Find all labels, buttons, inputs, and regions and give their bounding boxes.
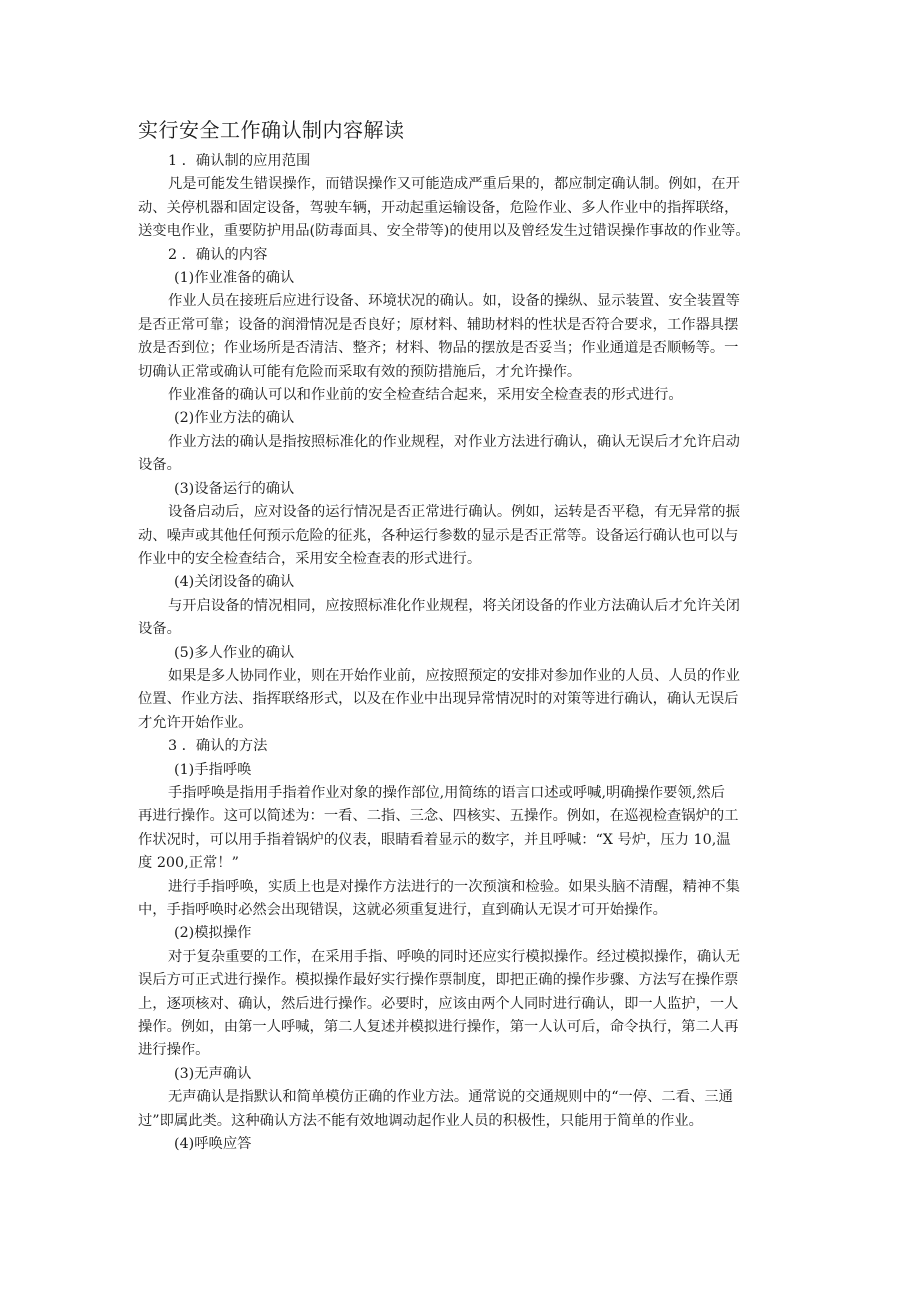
text-line: 上，逐项核对、确认，然后进行操作。必要时，应该由两个人同时进行确认，即一人监护，一人: [138, 995, 739, 1012]
text-line: 如果是多人协同作业，则在开始作业前，应按照预定的安排对参加作业的人员、人员的作业: [168, 667, 740, 684]
text-line: (2)作业方法的确认: [174, 410, 295, 427]
text-line: 位置、作业方法、指挥联络形式，以及在作业中出现异常情况时的对策等进行确认，确认无误后: [138, 691, 739, 708]
document-page: [138, 112, 786, 1156]
text-line: 作状况时，可以用手指着锅炉的仪表，眼睛看着显示的数字，并且呼喊：“X 号炉，压力 10,温: [138, 831, 731, 848]
text-line: 操作。例如，由第一人呼喊，第二人复述并模拟进行操作，第一人认可后，命令执行，第二人再: [138, 1019, 739, 1036]
text-line: 是否正常可靠；设备的润滑情况是否良好；原材料、辅助材料的性状是否符合要求，工作器具摆: [138, 316, 739, 333]
text-line: 作业准备的确认可以和作业前的安全检查结合起来，采用安全检查表的形式进行。: [168, 387, 683, 404]
text-line: (3)无声确认: [174, 1065, 252, 1082]
text-line: (3)设备运行的确认: [174, 480, 295, 497]
text-line: (4)呼唤应答: [174, 1136, 252, 1153]
text-line: 3 ．确认的方法: [168, 738, 268, 755]
text-line: (1)手指呼唤: [174, 761, 252, 778]
text-line: 才允许开始作业。: [138, 714, 253, 731]
text-line: 进行手指呼唤，实质上也是对操作方法进行的一次预演和检验。如果头脑不清醒，精神不集: [168, 878, 740, 895]
text-line: 设备。: [138, 621, 181, 638]
text-line: 对于复杂重要的工作，在采用手指、呼唤的同时还应实行模拟操作。经过模拟操作，确认无: [168, 948, 740, 965]
text-line: (5)多人作业的确认: [174, 644, 295, 661]
text-line: 作业方法的确认是指按照标准化的作业规程，对作业方法进行确认，确认无误后才允许启动: [168, 433, 740, 450]
text-line: 2 ．确认的内容: [168, 246, 268, 263]
text-line: 手指呼唤是指用手指着作业对象的操作部位,用简练的语言口述或呼喊,明确操作要领,然后: [168, 784, 725, 801]
document-title: 实行安全工作确认制内容解读: [138, 118, 405, 142]
text-line: 无声确认是指默认和简单模仿正确的作业方法。通常说的交通规则中的“一停、二看、三通: [168, 1089, 733, 1106]
text-line: 送变电作业，重要防护用品(防毒面具、安全带等)的使用以及曾经发生过错误操作事故的作业等。: [138, 223, 750, 240]
text-line: 过”即属此类。这种确认方法不能有效地调动起作业人员的积极性，只能用于简单的作业。: [138, 1112, 703, 1129]
text-line: 设备启动后，应对设备的运行情况是否正常进行确认。例如，运转是否平稳，有无异常的振: [168, 504, 740, 521]
text-line: 度 200,正常！”: [138, 855, 239, 872]
text-line: (2)模拟操作: [174, 925, 252, 942]
text-line: 切确认正常或确认可能有危险而采取有效的预防措施后，才允许操作。: [138, 363, 582, 380]
text-line: 作业人员在接班后应进行设备、环境状况的确认。如，设备的操纵、显示装置、安全装置等: [168, 293, 740, 310]
document-body: [138, 150, 786, 1156]
text-line: (4)关闭设备的确认: [174, 574, 295, 591]
text-line: 动、关停机器和固定设备，驾驶车辆，开动起重运输设备，危险作业、多人作业中的指挥联络，: [138, 199, 739, 216]
text-line: 中，手指呼唤时必然会出现错误，这就必须重复进行，直到确认无误才可开始操作。: [138, 902, 667, 918]
text-line: 进行操作。: [138, 1042, 210, 1059]
text-line: 与开启设备的情况相同，应按照标准化作业规程，将关闭设备的作业方法确认后才允许关闭: [168, 597, 740, 614]
text-line: 1 ．确认制的应用范围: [168, 153, 311, 169]
text-line: 设备。: [138, 457, 181, 474]
text-line: 动、噪声或其他任何预示危险的征兆，各种运行参数的显示是否正常等。设备运行确认也可以与: [138, 527, 739, 544]
text-line: 作业中的安全检查结合，采用安全检查表的形式进行。: [138, 550, 482, 567]
text-line: (1)作业准备的确认: [174, 270, 295, 287]
text-line: 再进行操作。这可以简述为：一看、二指、三念、四核实、五操作。例如，在巡视检查锅炉的工: [138, 808, 739, 825]
text-line: 误后方可正式进行操作。模拟操作最好实行操作票制度，即把正确的操作步骤、方法写在操作票: [138, 972, 739, 989]
text-line: 放是否到位；作业场所是否清洁、整齐；材料、物品的摆放是否妥当；作业通道是否顺畅等。一: [138, 340, 739, 357]
text-line: 凡是可能发生错误操作，而错误操作又可能造成严重后果的，都应制定确认制。例如，在开: [168, 176, 740, 193]
